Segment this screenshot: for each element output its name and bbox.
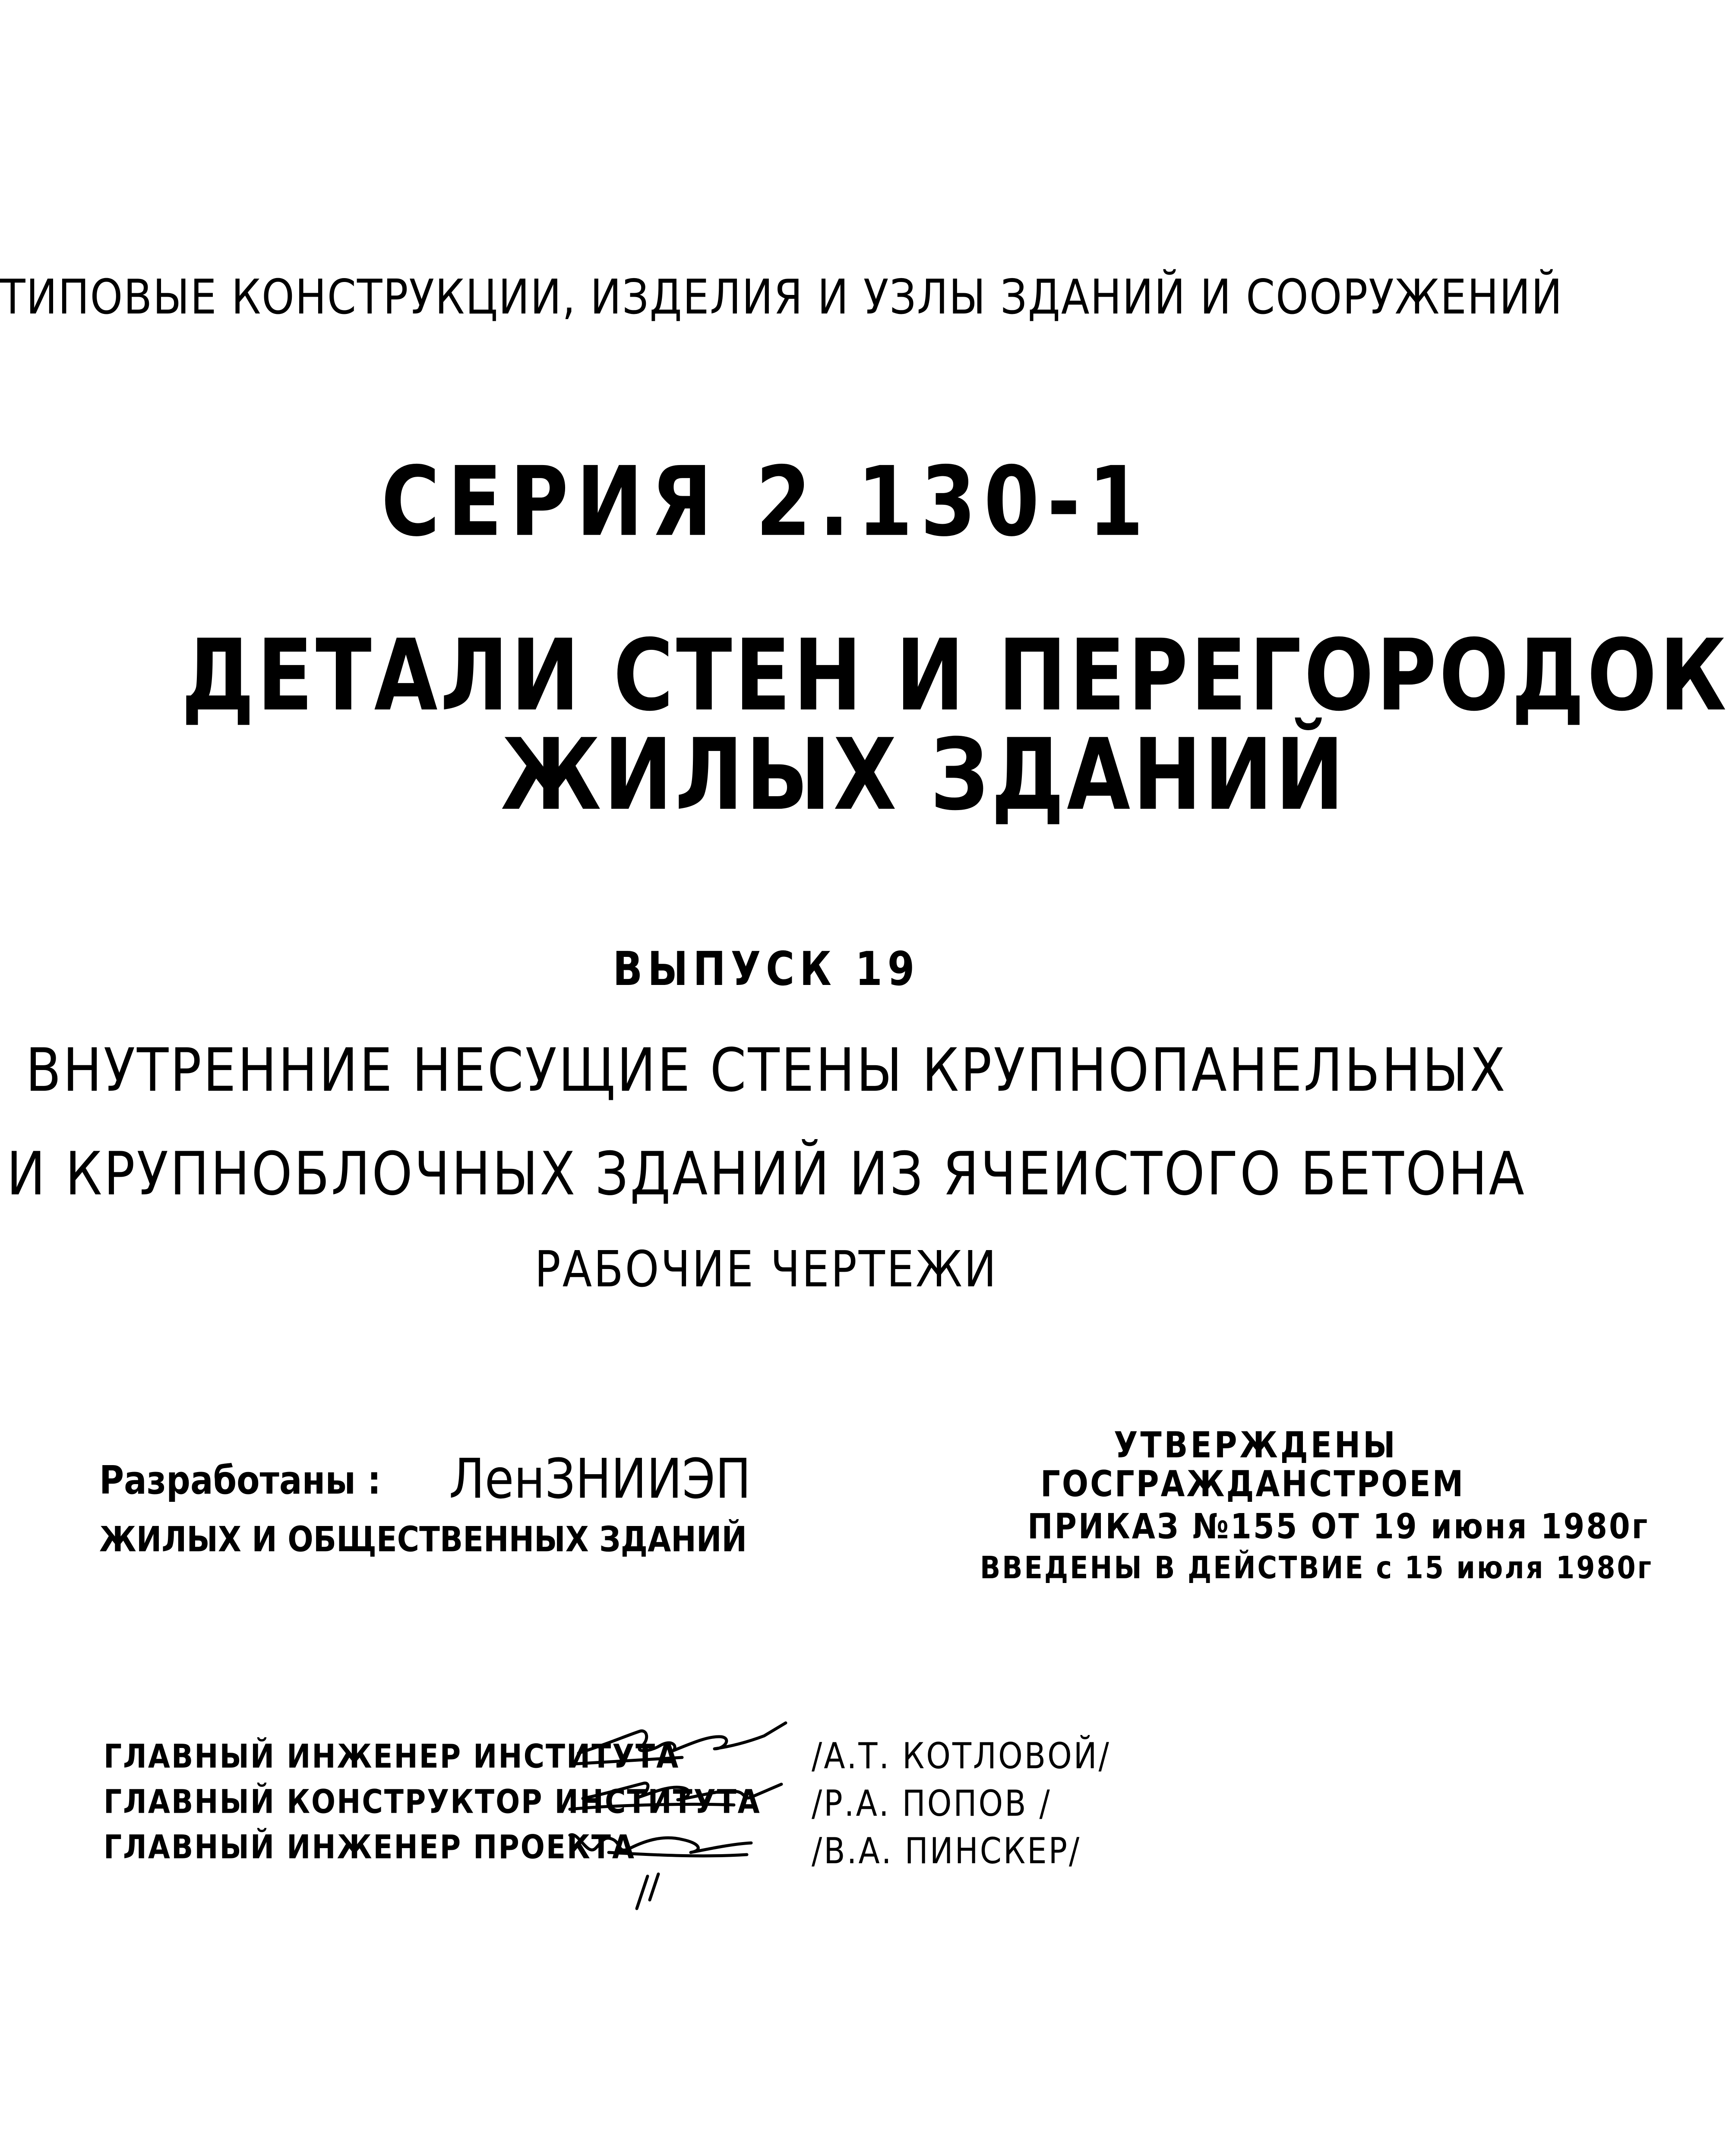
subtitle-line-1: ВНУТРЕННИЕ НЕСУЩИЕ СТЕНЫ КРУПНОПАНЕЛЬНЫХ (25, 1036, 1507, 1105)
issue-number: ВЫПУСК 19 (613, 942, 920, 997)
series-number: СЕРИЯ 2.130-1 (381, 446, 1152, 558)
approval-line-2: ГОСГРАЖДАНСТРОЕМ (1040, 1463, 1465, 1505)
title-line-1: ДЕТАЛИ СТЕН И ПЕРЕГОРОДОК (181, 618, 1729, 733)
signatory-name-3: /В.А. ПИНСКЕР/ (812, 1830, 1081, 1872)
handwritten-signatures (561, 1706, 803, 1913)
subtitle-line-3: РАБОЧИЕ ЧЕРТЕЖИ (534, 1240, 998, 1298)
signatory-name-1: /А.Т. КОТЛОВОЙ/ (812, 1735, 1111, 1777)
approval-order: ПРИКАЗ №155 ОТ 19 июня 1980г (1027, 1506, 1650, 1547)
developer-label: Разработаны : (99, 1458, 381, 1503)
approval-line-1: УТВЕРЖДЕНЫ (1114, 1424, 1398, 1466)
catalog-header: ТИПОВЫЕ КОНСТРУКЦИИ, ИЗДЕЛИЯ И УЗЛЫ ЗДАНИЙ И СООРУЖЕНИЙ (0, 269, 1563, 325)
developer-org-name: ЛенЗНИИЭП (449, 1447, 751, 1511)
signatory-role-2: ГЛАВНЫЙ КОНСТРУКТОР ИНСТИТУТА (104, 1782, 761, 1821)
subtitle-line-2: И КРУПНОБЛОЧНЫХ ЗДАНИЙ ИЗ ЯЧЕИСТОГО БЕТОНА (6, 1140, 1526, 1209)
signatory-name-2: /Р.А. ПОПОВ / (812, 1782, 1052, 1824)
developer-org-subtitle: ЖИЛЫХ И ОБЩЕСТВЕННЫХ ЗДАНИЙ (99, 1519, 747, 1560)
signatory-role-3: ГЛАВНЫЙ ИНЖЕНЕР ПРОЕКТА (104, 1828, 635, 1866)
signature-1 (578, 1723, 786, 1753)
approval-effective-date: ВВЕДЕНЫ В ДЕЙСТВИЕ с 15 июля 1980г (980, 1549, 1653, 1586)
title-line-2: ЖИЛЫХ ЗДАНИЙ (501, 717, 1347, 832)
signature-2 (583, 1783, 781, 1800)
signatory-role-1: ГЛАВНЫЙ ИНЖЕНЕР ИНСТИТУТА (104, 1737, 680, 1776)
signature-3 (570, 1835, 751, 1852)
